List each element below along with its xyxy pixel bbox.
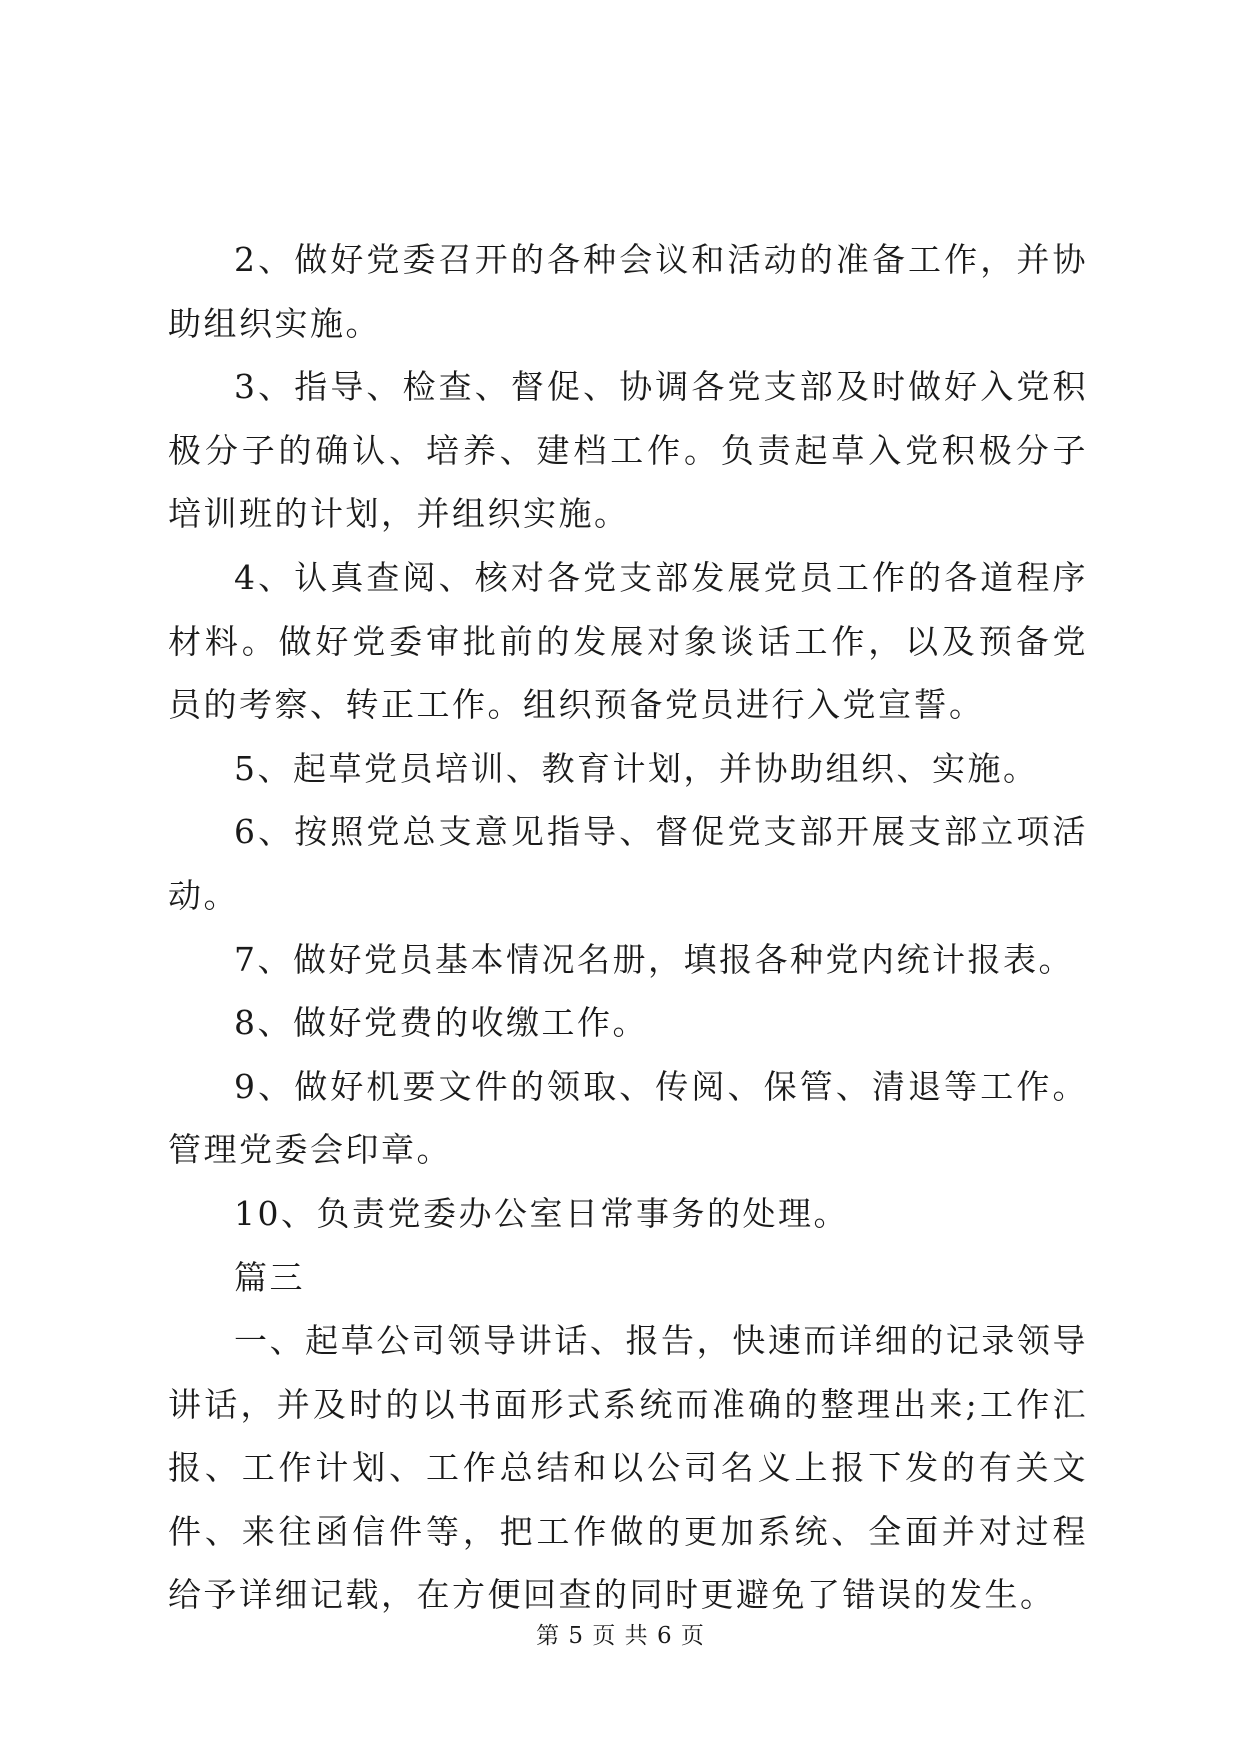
page-number-label: 第 5 页 共 6 页 [536, 1623, 705, 1649]
paragraph-item-5: 5、起草党员培训、教育计划，并协助组织、实施。 [234, 748, 1039, 788]
paragraph-item-4: 4、认真查阅、核对各党支部发展党员工作的各道程序材料。做好党委审批前的发展对象谈话工作，以及预备党员的考察、转正工作。组织预备党员进行入党宣誓。 [168, 557, 1088, 725]
paragraph-item-3: 3、指导、检查、督促、协调各党支部及时做好入党积极分子的确认、培养、建档工作。负责起草入党积极分子培训班的计划，并组织实施。 [168, 367, 1088, 534]
paragraph-item-2: 2、做好党委召开的各种会议和活动的准备工作，并协助组织实施。 [168, 240, 1088, 343]
paragraph-item-9: 9、做好机要文件的领取、传阅、保管、清退等工作。管理党委会印章。 [168, 1066, 1088, 1170]
paragraph-item-6: 6、按照党总支意见指导、督促党支部开展支部立项活动。 [168, 812, 1088, 915]
paragraph-item-section-3-1: 一、起草公司领导讲话、报告，快速而详细的记录领导讲话，并及时的以书面形式系统而准确的整理出来;工作汇报、工作计划、工作总结和以公司名义上报下发的有关文件、来往函信件等，把工作做的更加系统、全面并对过程给予详细记载，在方便回查的同时更避免了错误的发生。 [168, 1321, 1088, 1615]
paragraph-item-8: 8、做好党费的收缴工作。 [234, 1003, 648, 1043]
page-footer [0, 1617, 1241, 1650]
section-heading: 篇三 [234, 1257, 305, 1297]
paragraph-item-7: 7、做好党员基本情况名册，填报各种党内统计报表。 [234, 939, 1074, 979]
paragraph-item-10: 10、负责党委办公室日常事务的处理。 [234, 1193, 849, 1233]
document-body [168, 228, 1088, 1627]
